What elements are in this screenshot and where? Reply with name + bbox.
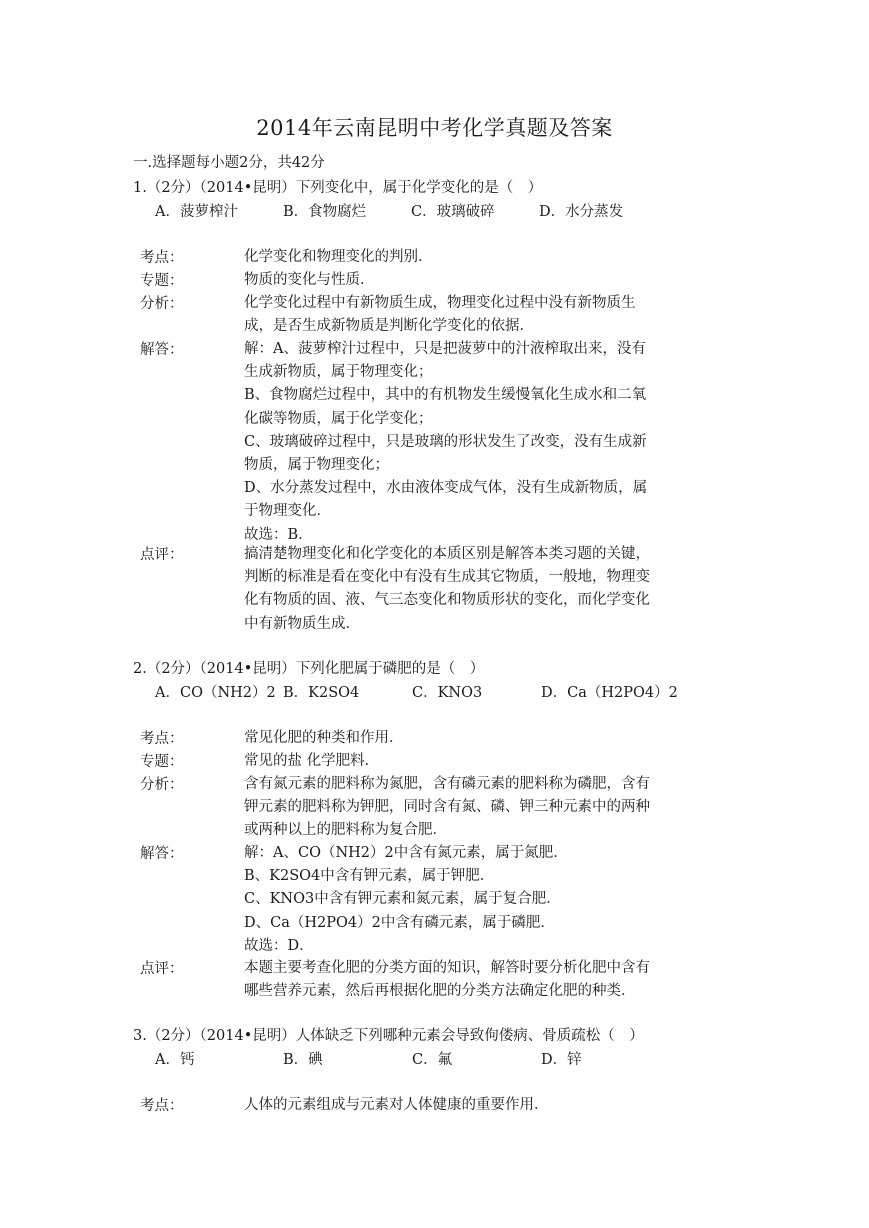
jieda-label: 解答： [140, 342, 184, 358]
text-line: 常见的盐 化学肥料． [244, 753, 380, 769]
option-d: D．水分蒸发 [539, 204, 624, 220]
text-line: 哪些营养元素，然后再根据化肥的分类方法确定化肥的种类． [244, 983, 636, 1000]
text-line: 物质的变化与性质． [244, 272, 375, 288]
text-line: 或两种以上的肥料称为复合肥． [244, 822, 447, 839]
question-2-options [155, 681, 678, 702]
dianping-label: 点评： [140, 961, 184, 977]
text-line: 故选：B． [244, 526, 313, 543]
text-line: C、玻璃破碎过程中，只是玻璃的形状发生了改变，没有生成新 [244, 433, 647, 450]
option-c: C．玻璃破碎 [411, 204, 495, 220]
text-line: 本题主要考查化肥的分类方面的知识，解答时要分析化肥中含有 [244, 960, 650, 976]
text-line: 判断的标准是看在变化中有没有生成其它物质，一般地，物理变 [244, 569, 650, 586]
option-a: A．CO（NH2）2 [155, 685, 276, 701]
zhuanti-text [244, 750, 674, 773]
zhuanti-text [244, 269, 674, 292]
text-line: 人体的元素组成与元素对人体健康的重要作用． [244, 1097, 549, 1113]
fenxi-label: 分析： [140, 777, 184, 793]
question-1-stem: 1.（2分）（2014•昆明）下列变化中，属于化学变化的是（ ） [133, 180, 543, 196]
text-line: 解：A、菠萝榨汁过程中，只是把菠萝中的汁液榨取出来，没有 [244, 341, 646, 357]
text-line: 化学变化过程中有新物质生成，物理变化过程中没有新物质生 [244, 295, 636, 311]
jieda-text [244, 842, 674, 958]
question-3-options [155, 1048, 582, 1069]
kaodian-text [244, 1094, 674, 1117]
text-line: D、水分蒸发过程中，水由液体变成气体，没有生成新物质，属 [244, 480, 648, 497]
fenxi-label: 分析： [140, 296, 184, 312]
jieda-text [244, 338, 674, 547]
zhuanti-label: 专题： [140, 273, 184, 289]
kaodian-label: 考点： [140, 1098, 184, 1114]
text-line: B、K2SO4中含有钾元素，属于钾肥． [244, 868, 495, 885]
option-b: B．碘 [283, 1052, 323, 1068]
text-line: 含有氮元素的肥料称为氮肥，含有磷元素的肥料称为磷肥，含有 [244, 776, 650, 792]
option-d: D．锌 [541, 1052, 582, 1068]
section-heading: 一.选择题每小题2分，共42分 [133, 155, 325, 171]
option-b: B．K2SO4 [283, 685, 360, 701]
text-line: 化有物质的固、液、气三态变化和物质形状的变化，而化学变化 [244, 592, 650, 609]
text-line: 于物理变化． [244, 503, 331, 520]
jieda-label: 解答： [140, 846, 184, 862]
text-line: 搞清楚物理变化和化学变化的本质区别是解答本类习题的关键， [244, 546, 650, 562]
kaodian-text [244, 246, 674, 269]
text-line: 解：A、CO（NH2）2中含有氮元素，属于氮肥． [244, 845, 568, 861]
text-line: 生成新物质，属于物理变化； [244, 364, 433, 381]
option-d: D．Ca（H2PO4）2 [541, 685, 678, 701]
option-c: C．氟 [412, 1052, 453, 1068]
zhuanti-label: 专题： [140, 754, 184, 770]
text-line: 物质，属于物理变化； [244, 457, 389, 474]
text-line: 化碳等物质，属于化学变化； [244, 410, 433, 427]
dianping-label: 点评： [140, 547, 184, 563]
text-line: B、食物腐烂过程中，其中的有机物发生缓慢氧化生成水和二氧 [244, 387, 647, 404]
kaodian-label: 考点： [140, 731, 184, 747]
option-c: C．KNO3 [412, 685, 483, 701]
kaodian-text [244, 727, 674, 750]
text-line: 常见化肥的种类和作用． [244, 730, 404, 746]
document-title: 2014年云南昆明中考化学真题及答案 [256, 116, 613, 140]
question-3-stem: 3.（2分）（2014•昆明）人体缺乏下列哪种元素会导致佝偻病、骨质疏松（ ） [133, 1028, 644, 1044]
text-line: 化学变化和物理变化的判别． [244, 249, 433, 265]
text-line: 故选：D． [244, 937, 314, 954]
text-line: 中有新物质生成． [244, 615, 360, 632]
option-b: B．食物腐烂 [283, 204, 367, 220]
question-1-options [155, 200, 623, 221]
text-line: 钾元素的肥料称为钾肥，同时含有氮、磷、钾三种元素中的两种 [244, 799, 650, 816]
option-a: A．菠萝榨汁 [155, 204, 238, 220]
text-line: D、Ca（H2PO4）2中含有磷元素，属于磷肥． [244, 914, 555, 931]
option-a: A．钙 [155, 1052, 195, 1068]
dianping-text [244, 957, 674, 1003]
kaodian-label: 考点： [140, 250, 184, 266]
question-2-stem: 2.（2分）（2014•昆明）下列化肥属于磷肥的是（ ） [133, 661, 485, 677]
fenxi-text [244, 773, 674, 843]
text-line: C、KNO3中含有钾元素和氮元素，属于复合肥． [244, 891, 561, 908]
dianping-text [244, 543, 674, 636]
fenxi-text [244, 292, 674, 338]
text-line: 成，是否生成新物质是判断化学变化的依据． [244, 318, 534, 335]
